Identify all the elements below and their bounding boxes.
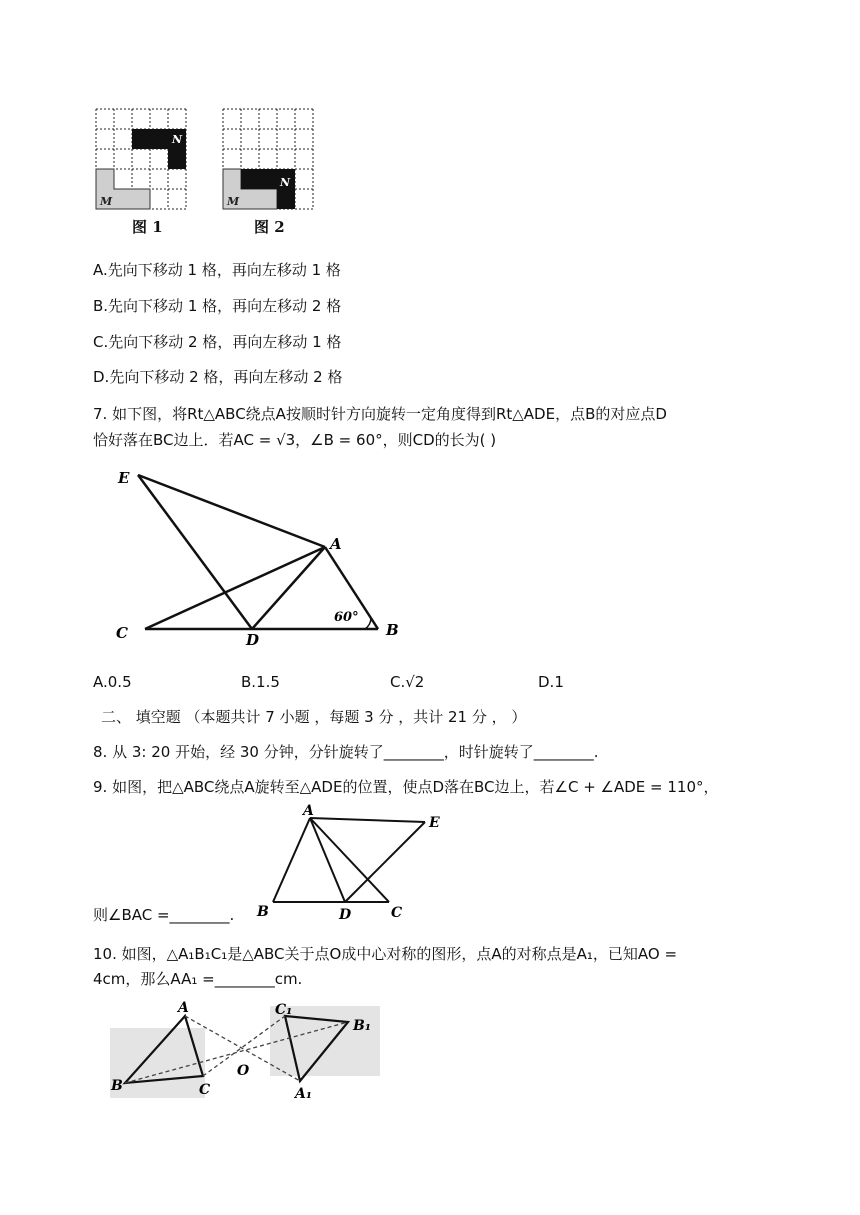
label-n: N bbox=[172, 133, 183, 146]
q9-figure bbox=[255, 800, 450, 922]
q7-option-c: C.√2 bbox=[390, 673, 425, 691]
label-c: C bbox=[116, 624, 128, 642]
label-d: D bbox=[339, 907, 352, 922]
q8-text: 8. 从 3: 20 开始，经 30 分钟，分针旋转了________，时针旋转了________. bbox=[93, 743, 599, 761]
grid-figure-1-drawing bbox=[95, 108, 187, 210]
grid-figure-1 bbox=[95, 108, 187, 210]
label-c: C bbox=[391, 905, 403, 921]
label-m: M bbox=[227, 195, 240, 208]
grid-figure-1-caption: 图 1 bbox=[132, 218, 163, 236]
q10-line-2: 4cm，那么AA₁ =________cm. bbox=[93, 970, 303, 988]
q7-option-d: D.1 bbox=[538, 673, 564, 691]
label-b1: B₁ bbox=[353, 1018, 371, 1034]
label-a1: A₁ bbox=[295, 1086, 312, 1102]
grid-figure-2-drawing bbox=[222, 108, 314, 210]
label-b: B bbox=[386, 621, 399, 639]
label-b: B bbox=[257, 904, 269, 920]
label-o: O bbox=[237, 1063, 250, 1079]
q7-option-a: A.0.5 bbox=[93, 673, 132, 691]
q7-line-1: 7. 如下图，将Rt△ABC绕点A按顺时针方向旋转一定角度得到Rt△ADE，点B的对应点D bbox=[93, 405, 667, 423]
q10-triangle-drawing bbox=[105, 998, 390, 1106]
q9-line-1: 9. 如图，把△ABC绕点A旋转至△ADE的位置，使点D落在BC边上，若∠C + ∠ADE = 110°， bbox=[93, 778, 719, 796]
q10-figure bbox=[105, 998, 390, 1106]
q9-triangle-drawing bbox=[255, 800, 450, 922]
q6-option-b: B.先向下移动 1 格，再向左移动 2 格 bbox=[93, 297, 342, 315]
label-c1: C₁ bbox=[275, 1002, 293, 1018]
q6-option-a: A.先向下移动 1 格，再向左移动 1 格 bbox=[93, 261, 341, 279]
q7-option-b: B.1.5 bbox=[241, 673, 280, 691]
q7-line-2: 恰好落在BC边上．若AC = √3，∠B = 60°，则CD的长为( ) bbox=[93, 431, 497, 449]
label-d: D bbox=[246, 631, 260, 649]
label-a: A bbox=[330, 535, 342, 553]
section-2-heading: 二、 填空题 （本题共计 7 小题 ，每题 3 分 ，共计 21 分 ， ） bbox=[101, 708, 527, 726]
label-b: B bbox=[111, 1078, 123, 1094]
grid-figure-2-caption: 图 2 bbox=[254, 218, 285, 236]
q7-figure bbox=[110, 465, 420, 650]
label-a: A bbox=[303, 803, 314, 819]
label-e: E bbox=[118, 469, 130, 487]
label-e: E bbox=[429, 815, 440, 831]
q6-option-c: C.先向下移动 2 格，再向左移动 1 格 bbox=[93, 333, 342, 351]
label-n: N bbox=[280, 176, 291, 189]
q10-line-1: 10. 如图，△A₁B₁C₁是△ABC关于点O成中心对称的图形，点A的对称点是A₁，已知AO = bbox=[93, 945, 678, 963]
q9-line-2: 则∠BAC =________. bbox=[93, 906, 235, 924]
q6-option-d: D.先向下移动 2 格，再向左移动 2 格 bbox=[93, 368, 343, 386]
label-m: M bbox=[100, 195, 113, 208]
grid-figure-2 bbox=[222, 108, 314, 210]
label-c: C bbox=[199, 1082, 211, 1098]
angle-label: 60° bbox=[334, 610, 359, 625]
label-a: A bbox=[178, 1000, 189, 1016]
q7-triangle-drawing bbox=[110, 465, 420, 650]
